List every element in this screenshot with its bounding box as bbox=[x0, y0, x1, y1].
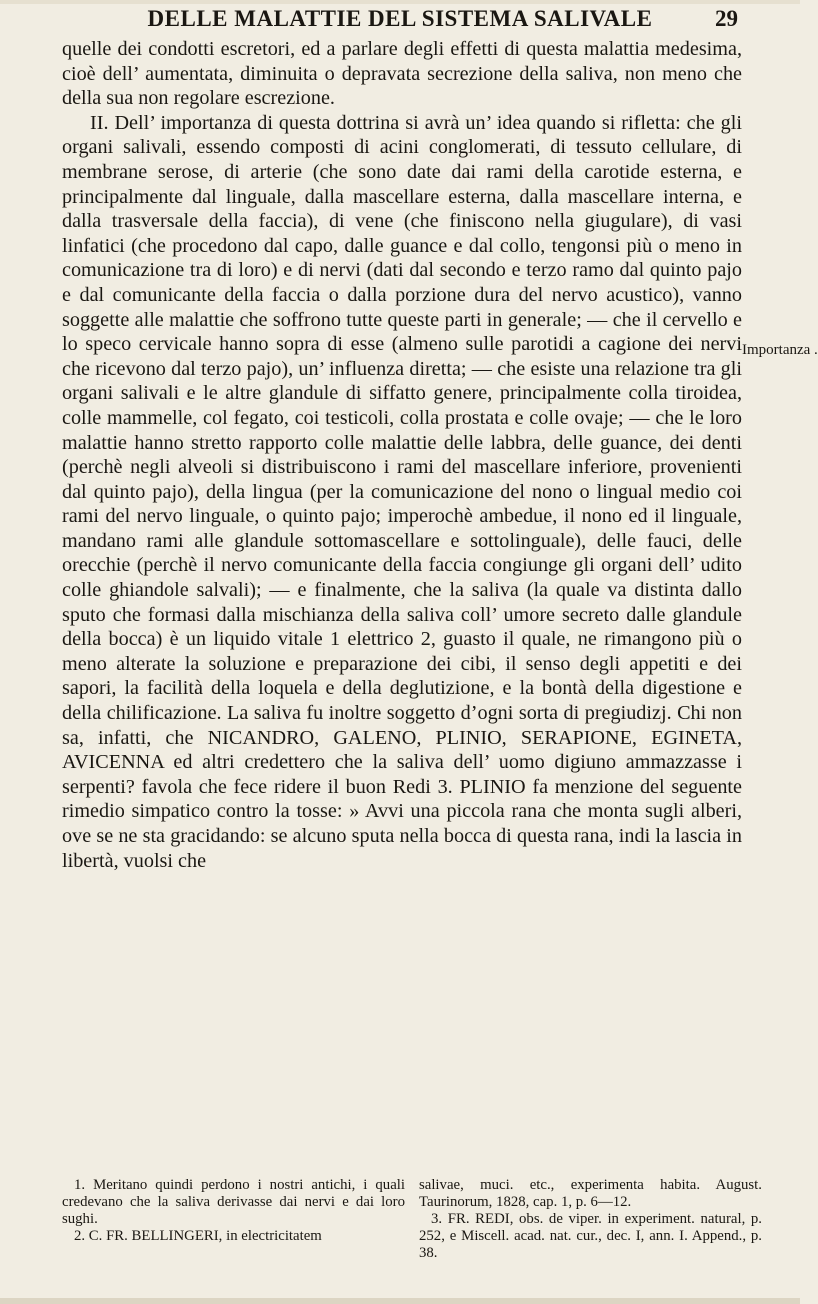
footnote-3: 3. FR. REDI, obs. de viper. in experiment. natural, p. 252, e Miscell. acad. nat. cur., dec. I, ann. I. Append., p. 38. bbox=[419, 1211, 762, 1261]
paragraph-continued: quelle dei condotti escretori, ed a parlare degli effetti di questa malattia medesima, cioè dell’ aumentata, diminuita o depravata secrezione della saliva, non meno che della sua non regolare escrezione. bbox=[62, 38, 742, 110]
running-title: DELLE MALATTIE DEL SISTEMA SALIVALE bbox=[147, 6, 653, 31]
page-bottom-edge bbox=[0, 1298, 800, 1304]
page-top-edge bbox=[0, 0, 800, 4]
footnote-2-continued: salivae, muci. etc., experimenta habita. August. Taurinorum, 1828, cap. 1, p. 6—12. bbox=[419, 1177, 762, 1210]
page-number: 29 bbox=[715, 6, 738, 31]
footnote-2: 2. C. FR. BELLINGERI, in electricitatem bbox=[74, 1228, 322, 1244]
footnotes-left-column bbox=[62, 1177, 405, 1262]
paragraph-section-ii: II. Dell’ importanza di questa dottrina si avrà un’ idea quando si rifletta: che gli organi salivali, essendo composti di acini conglomerati, di tessuto cellulare, di membrane serose, di arterie (che sono date dai rami della carotide esterna, e principalmente dal linguale, dalla mascellare esterna, dalla mascellare interna, e dalla trasversale della faccia), di vene (che finiscono nella giugulare), di vasi linfatici (che procedono dal capo, dalle guance e dal collo, tengonsi più o meno in comunicazione tra di loro) e di nervi (dati dal secondo e terzo ramo dal quinto pajo e dal comunicante della faccia o dalla porzione dura del nervo acustico), vanno soggette alle malattie che soffrono tutte queste parti in generale; — che il cervello e lo speco cervicale hanno sopra di esse (almeno sulle parotidi a cagione dei nervi che ricevono dal terzo pajo), un’ influenza diretta; — che esiste una relazione tra gli organi salivali e le altre glandule di siffatto genere, principalmente colla tiroidea, colle mammelle, col fegato, coi testicoli, colla prostata e colle ovaje; — che le loro malattie hanno stretto rapporto colle malattie delle labbra, delle guance, dei denti (perchè negli alveoli si distribuiscono i rami del mascellare inferiore, provenienti dal quinto pajo), della lingua (per la comunicazione del nono o lingual medio coi rami del nervo linguale, o quinto pajo; imperochè ambedue, il nono ed il linguale, mandano rami alle glandule sottomascellare e sottolinguale), delle fauci, delle orecchie (perchè il nervo comunicante della faccia congiunge gli organi dell’ udito colle ghiandole salvali); — e finalmente, che la saliva (la quale va distinta dallo sputo che formasi dalla mischianza della saliva coll’ umore secreto dalle glandule della bocca) è un liquido vitale 1 elettrico 2, guasto il quale, ne rimangono più o meno alterate la soluzione e preparazione dei cibi, il senso degli appetiti e dei sapori, la facilità della loquela e della deglutizione, e la bontà della digestione e della chilificazione. La saliva fu inoltre soggetto d’ogni sorta di pregiudizj. Chi non sa, infatti, che NICANDRO, GALENO, PLINIO, SERAPIONE, EGINETA, AVICENNA ed altri credettero che la saliva dell’ uomo digiuno ammazzasse i serpenti? favola che fece ridere il buon Redi 3. PLINIO fa menzione del seguente rimedio simpatico contro la tosse: » Avvi una piccola rana che monta sugli alberi, ove se ne sta gracidando: se alcuno sputa nella bocca di questa rana, indi la lascia in libertà, vuolsi che bbox=[62, 111, 742, 872]
footnote-1: 1. Meritano quindi perdono i nostri antichi, i quali credevano che la saliva derivasse dai nervi e dai loro sughi. bbox=[62, 1177, 405, 1227]
main-text bbox=[62, 37, 742, 873]
footnotes bbox=[62, 1177, 762, 1262]
footnotes-right-column bbox=[419, 1177, 762, 1262]
marginal-note: Importanza . bbox=[742, 342, 818, 358]
running-header bbox=[0, 6, 800, 40]
